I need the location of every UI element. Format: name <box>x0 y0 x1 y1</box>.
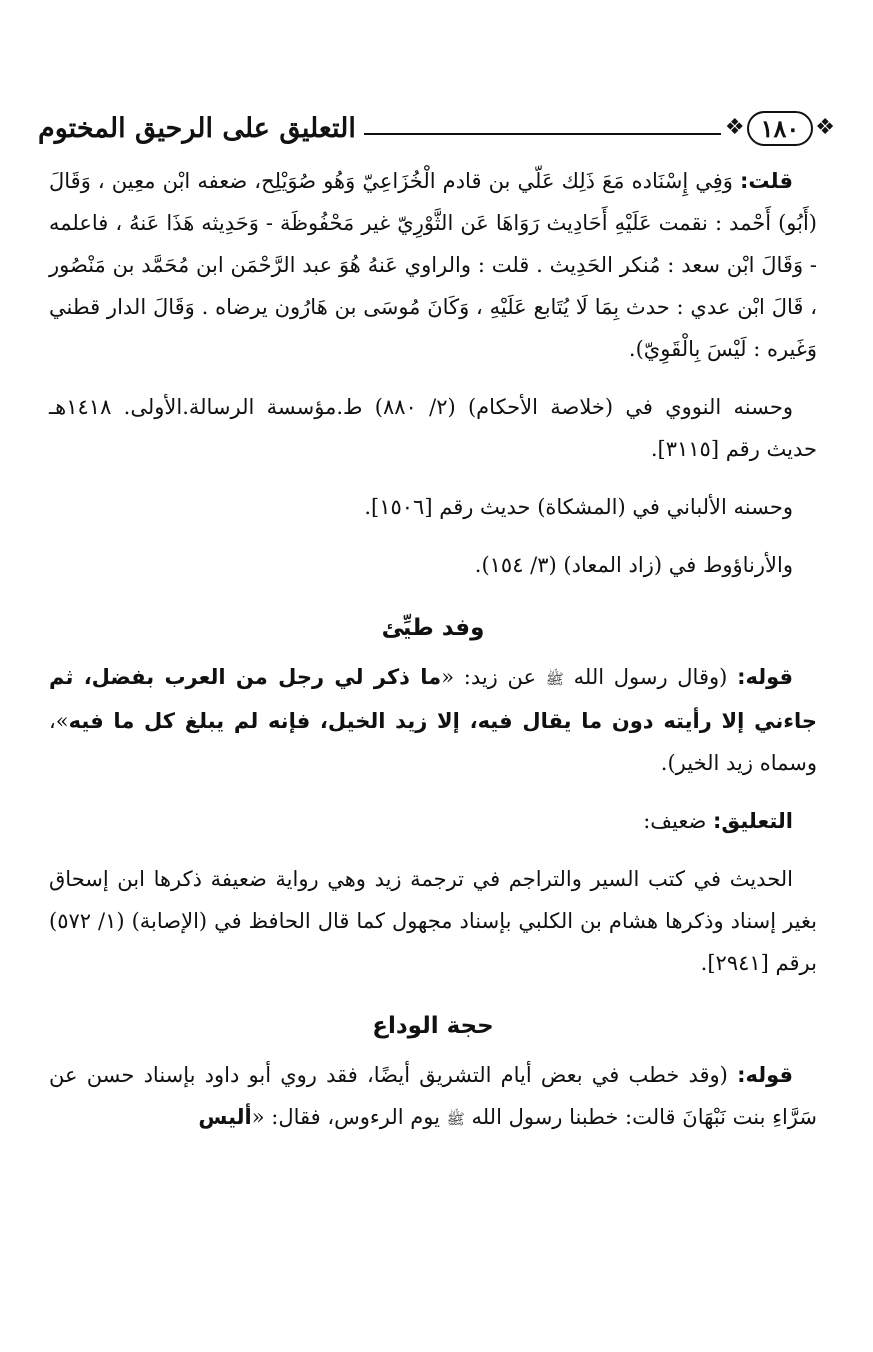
paragraph-albani: وحسنه الألباني في (المشكاة) حديث رقم [١٥٠٦]. <box>364 495 793 519</box>
paragraph-commentary-1 <box>49 160 817 370</box>
paragraph-label: التعليق: <box>713 809 793 833</box>
paragraph-text: (وقد خطب في بعض أيام التشريق أيضًا، فقد روي أبو داود بإسناد حسن عن سَرَّاءِ بنت نَبْهَانَ قالت: خطبنا رسول الله <box>49 1063 817 1129</box>
paragraph-text: عن زيد: « <box>441 665 537 689</box>
header-rule <box>364 133 721 135</box>
paragraph-commentary-2: الحديث في كتب السير والتراجم في ترجمة زيد وهي رواية ضعيفة ذكرها ابن إسحاق بغير إسناد وذكرها هشام بن الكلبي بإسناد مجهول كما قال الحافظ في (الإصابة) (١/ ٥٧٢) برقم [٢٩٤١]. <box>49 867 817 975</box>
paragraph-label: قوله: <box>737 1063 793 1087</box>
page-number: ١٨٠ <box>747 111 814 146</box>
paragraph-text: يوم الرءوس، فقال: « <box>251 1105 440 1129</box>
paragraph-text: (وقال رسول الله <box>573 665 728 689</box>
page-body <box>49 160 817 1140</box>
paragraph-label: قوله: <box>737 665 793 689</box>
paragraph-grading <box>49 800 817 842</box>
paragraph-quote-farewell <box>49 1054 817 1140</box>
salawat-glyph: ﷺ <box>545 670 564 688</box>
paragraph-text: ضعيف: <box>643 809 707 833</box>
section-heading-farewell: حجة الوداع <box>372 1013 494 1039</box>
paragraph-arnaut: والأرناؤوط في (زاد المعاد) (٣/ ١٥٤). <box>474 553 793 577</box>
hadith-text: ما ذكر لي رجل من العرب بفضل، ثم جاءني إلا رأيته دون ما يقال فيه، إلا زيد الخيل، فإنه لم يبلغ كل ما فيه <box>49 665 817 733</box>
ornament-right-icon: ❖ <box>815 115 835 140</box>
paragraph-label: قلت: <box>740 169 793 193</box>
ornament-left-icon: ❖ <box>724 115 745 140</box>
page-header <box>30 103 835 153</box>
hadith-text: أليس <box>198 1105 252 1129</box>
paragraph-quote-zaid <box>49 656 817 784</box>
salawat-glyph: ﷺ <box>446 1110 465 1128</box>
section-heading-tayy: وفد طيِّئ <box>381 615 485 641</box>
paragraph-text: »، وسماه زيد الخير). <box>49 709 817 775</box>
paragraph-text: وَفِي إِسْنَاده مَعَ ذَلِك عَلّي بن قادم الْخُزَاعِيّ وَهُو صُوَيْلِح، ضعفه ابْن معِين ، وَقَالَ (أَبُو) أَحْمد : نقمت عَلَيْهِ أَحَادِيث رَوَاهَا عَن الثَّوْرِيّ غير مَحْفُوظَة - وَحَدِيثه هَذَا عَنهُ ، فاعلمه - وَقَالَ ابْن سعد : مُنكر الحَدِيث . قلت : والراوي عَنهُ هُوَ عبد الرَّحْمَن ابن مُحَمَّد بن مَنْصُور ، قَالَ ابْن عدي : حدث بِمَا لَا يُتَابع عَلَيْهِ ، وَكَانَ مُوسَى بن هَارُون يرضاه . وَقَالَ الدار قطني وَغَيره : لَيْسَ بِالْقَوِيّ). <box>49 169 817 361</box>
running-title: التعليق على الرحيق المختوم <box>38 112 356 144</box>
page-number-ornament <box>725 111 835 146</box>
paragraph-nawawi: وحسنه النووي في (خلاصة الأحكام) (٢/ ٨٨٠) ط.مؤسسة الرسالة.الأولى. ١٤١٨هـ حديث رقم [٣١١٥]. <box>49 395 817 461</box>
